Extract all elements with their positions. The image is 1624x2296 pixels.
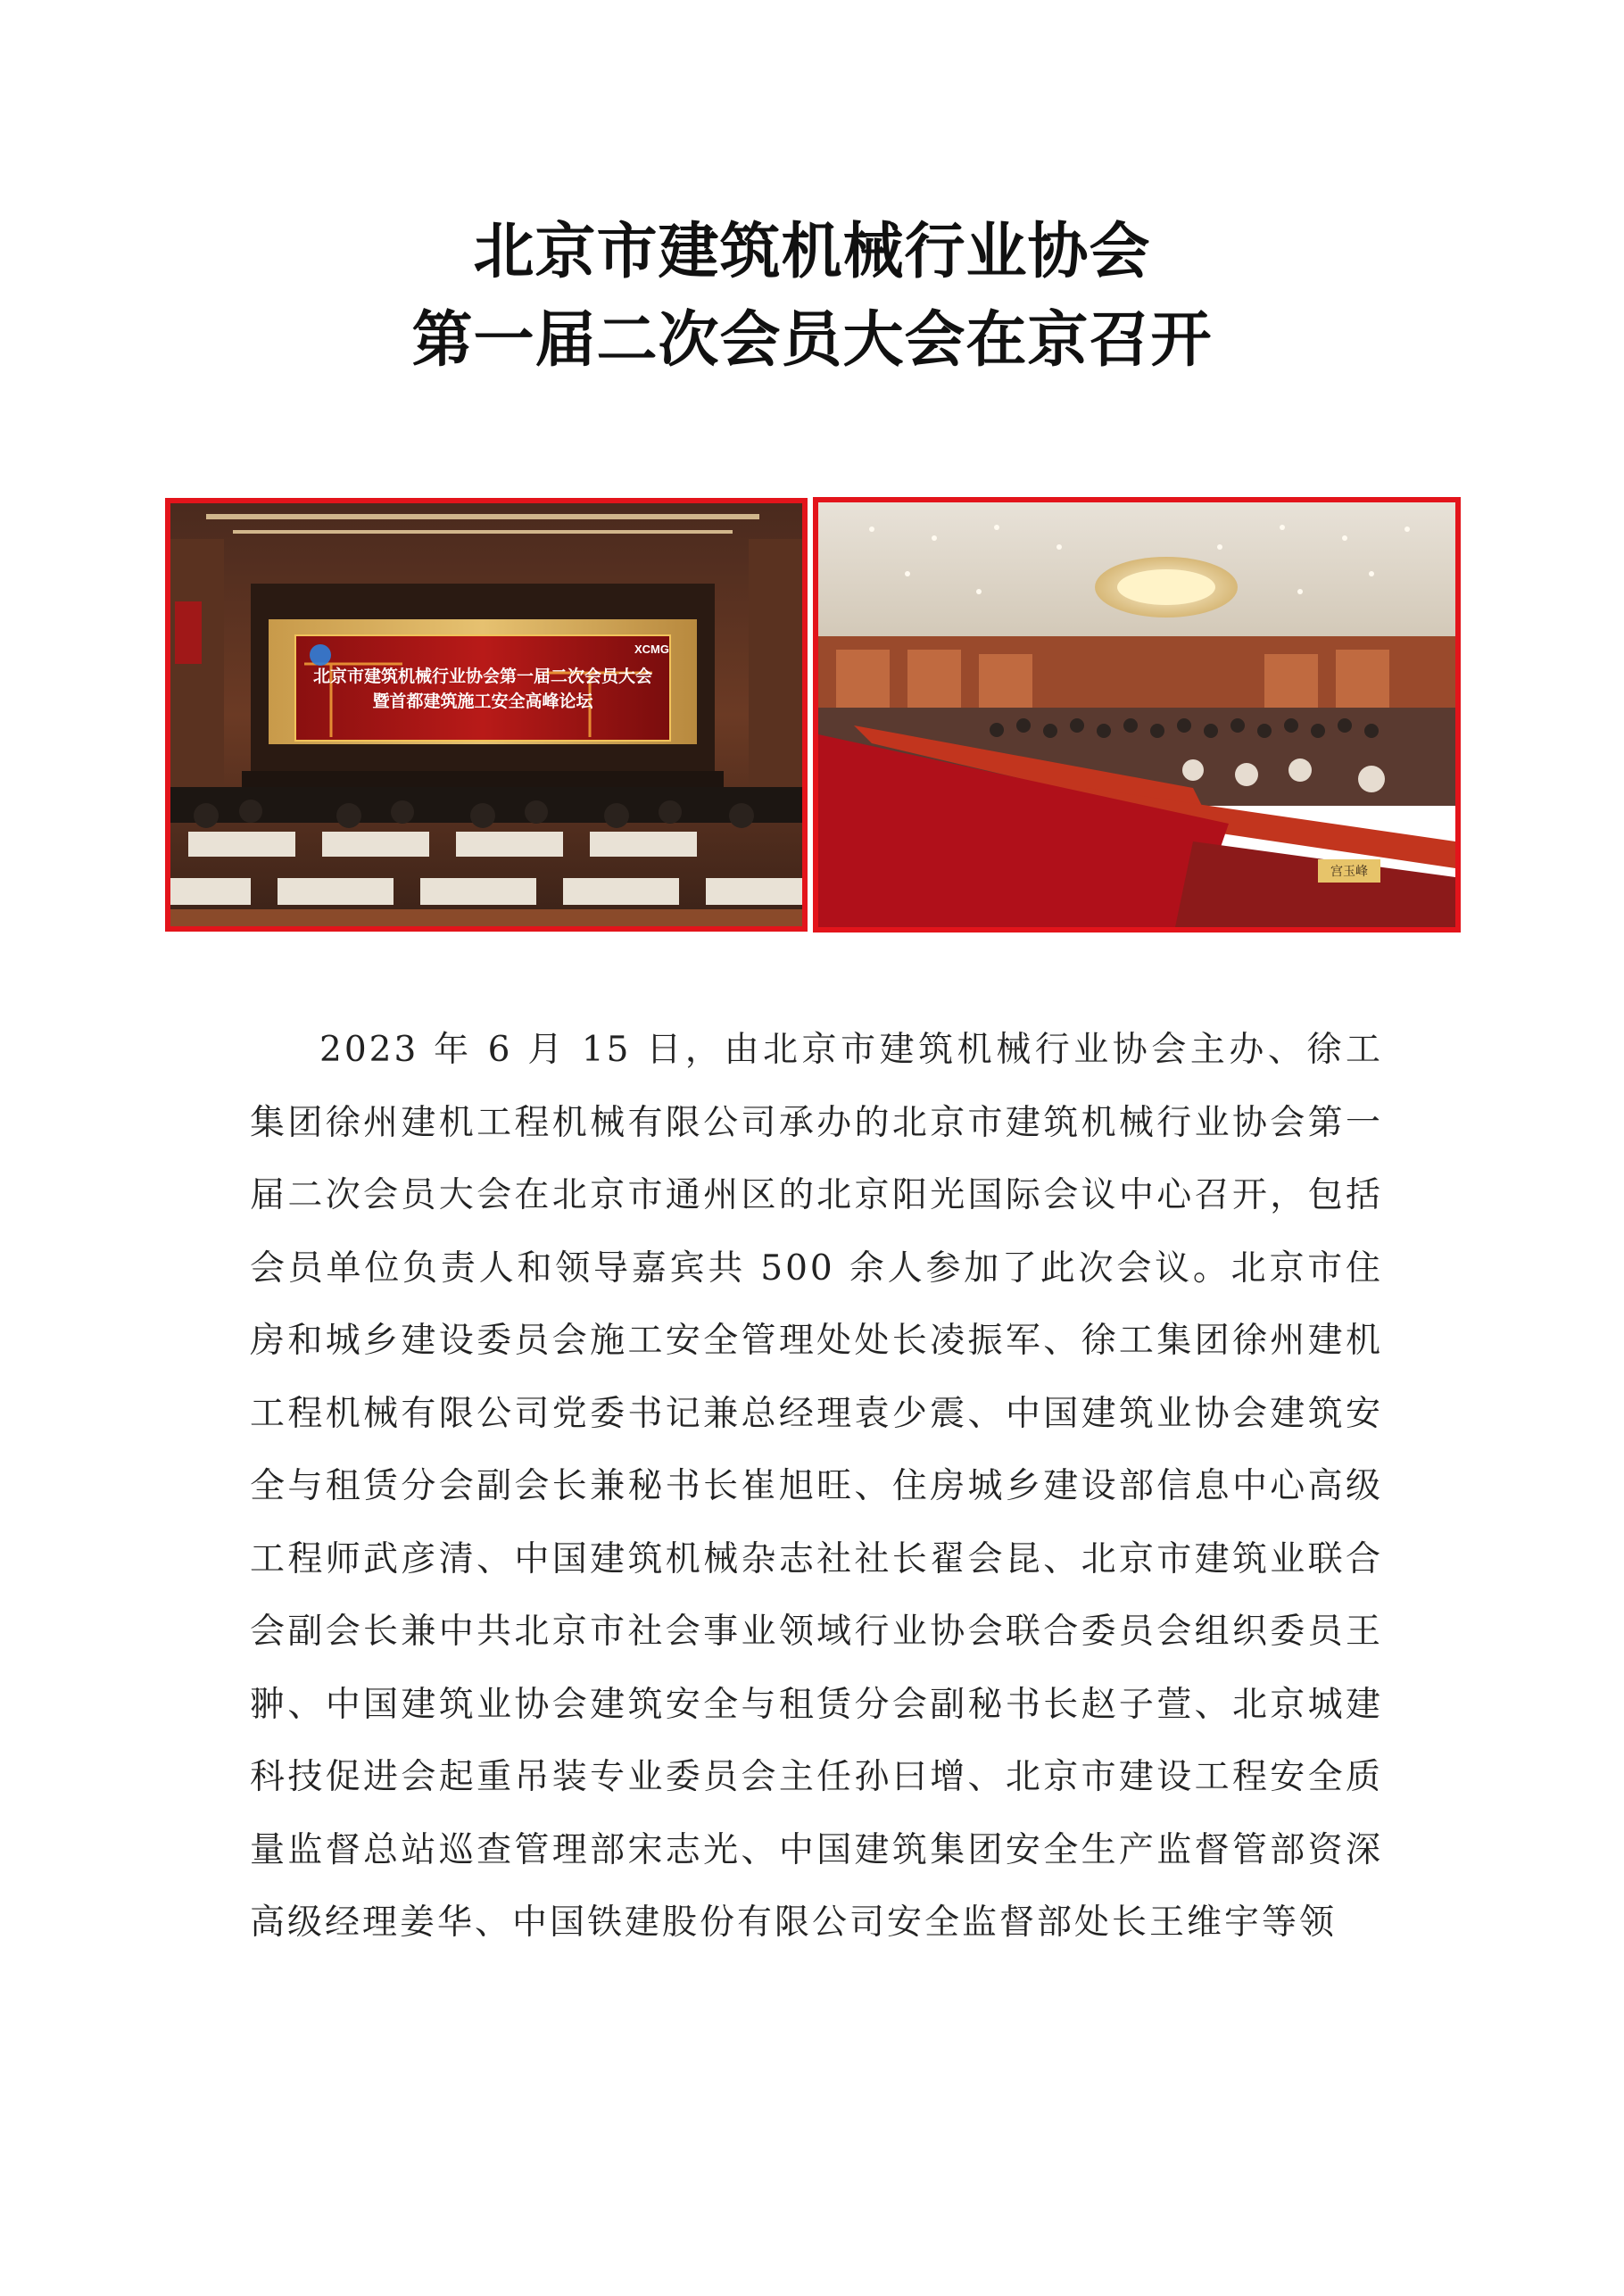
xcmg-logo: XCMG: [634, 642, 669, 656]
audience-photo: [813, 497, 1461, 932]
article-body: 2023 年 6 月 15 日，由北京市建筑机械行业协会主办、徐工集团徐州建机工程机械有限公司承办的北京市建筑机械行业协会第一届二次会员大会在北京市通州区的北京阳光国际会议中心召开，包括会员单位负责人和领导嘉宾共 500 余人参加了此次会议。北京市住房和城乡建设委员会施工安全管理处处长凌振军、徐工集团徐州建机工程机械有限公司党委书记兼总经理袁少震、中国建筑业协会建筑安全与租赁分会副会长兼秘书长崔旭旺、住房城乡建设部信息中心高级工程师武彦清、中国建筑机械杂志社社长翟会昆、北京市建筑业联合会副会长兼中共北京市社会事业领域行业协会联合委员会组织委员王翀、中国建筑业协会建筑安全与租赁分会副秘书长赵子萱、北京城建科技促进会起重吊装专业委员会主任孙曰增、北京市建设工程安全质量监督总站巡查管理部宋志光、中国建筑集团安全生产监督管部资深高级经理姜华、中国铁建股份有限公司安全监督部处长王维宇等领: [250, 1030, 1383, 1943]
title-line-2: 第一届二次会员大会在京召开: [411, 304, 1213, 376]
title-line-1: 北京市建筑机械行业协会: [473, 216, 1151, 287]
stage-screen-line-1: 北京市建筑机械行业协会第一届二次会员大会: [312, 667, 653, 686]
stage-photo-image: [170, 503, 802, 926]
name-card: 宫玉峰: [1330, 865, 1368, 879]
audience-photo-image: [818, 502, 1455, 927]
meeting-stage-photo: [165, 498, 808, 932]
stage-screen-line-2: 暨首都建筑施工安全高峰论坛: [372, 692, 593, 711]
